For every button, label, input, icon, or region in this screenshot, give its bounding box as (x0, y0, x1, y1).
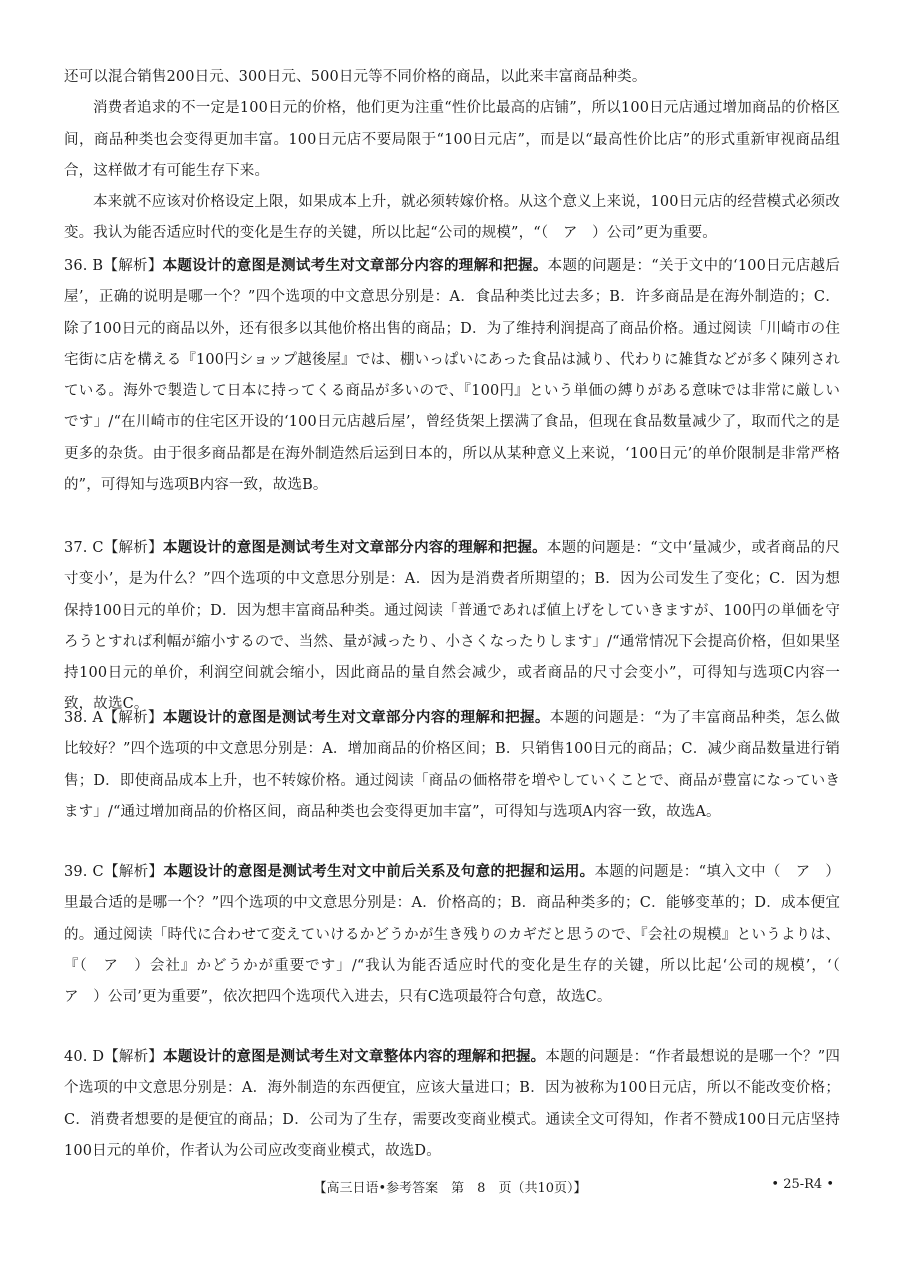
passage-excerpt (64, 62, 840, 250)
answer-label: 39. C【解析】 (64, 864, 164, 880)
footer-code: • 25-R4 • (771, 1177, 834, 1192)
answer-label: 36. B【解析】 (64, 258, 163, 274)
explanation-lead: 本题设计的意图是测试考生对文章整体内容的理解和把握。 (163, 1048, 546, 1065)
explanation-body: 本题的问题是：“作者最想说的是哪一个？”四个选项的中文意思分别是：A．海外制造的东西便宜，应该大量进口；B．因为被称为100日元店，所以不能改变价格；C．消费者想要的是便宜的商品；D．公司为了生存，需要改变商业模式。通读全文可得知，作者不赞成100日元店坚持100日元的单价，作者认为公司应改变商业模式，故选D。 (64, 1049, 840, 1159)
answer-label: 40. D【解析】 (64, 1049, 163, 1065)
answer-label: 38. A【解析】 (64, 710, 163, 726)
passage-paragraph-3: 本来就不应该对价格设定上限，如果成本上升，就必须转嫁价格。从这个意义上来说，100日元店的经营模式必须改变。我认为能否适应时代的变化是生存的关键，所以比起“公司的规模”，“（ ア ）公司”更为重要。 (64, 194, 840, 242)
passage-paragraph-1: 还可以混合销售200日元、300日元、500日元等不同价格的商品，以此来丰富商品种类。 (64, 69, 647, 85)
explanation-lead: 本题设计的意图是测试考生对文章部分内容的理解和把握。 (162, 257, 548, 274)
answer-explanation-37 (64, 532, 840, 721)
explanation-lead: 本题设计的意图是测试考生对文章部分内容的理解和把握。 (162, 539, 547, 556)
passage-paragraph-2: 消费者追求的不一定是100日元的价格，他们更为注重“性价比最高的店铺”，所以100日元店通过增加商品的价格区间，商品种类也会变得更加丰富。100日元店不要局限于“100日元店”，而是以“最高性价比店”的形式重新审视商品组合，这样做才有可能生存下来。 (64, 100, 840, 179)
explanation-body: 本题的问题是：“为了丰富商品种类，怎么做比较好？”四个选项的中文意思分别是：A．增加商品的价格区间；B．只销售100日元的商品；C．减少商品数量进行销售；D．即使商品成本上升，也不转嫁价格。通过阅读「商品の価格帯を増やしていくことで、商品が豊富になっていきます」/“通过增加商品的价格区间，商品种类也会变得更加丰富”，可得知与选项A内容一致，故选A。 (64, 710, 840, 820)
answer-explanation-40 (64, 1041, 840, 1167)
answer-explanation-38 (64, 702, 840, 828)
footer-page-info: 【高三日语•参考答案 第 8 页（共10页）】 (313, 1181, 587, 1196)
explanation-body: 本题的问题是：“填入文中（ ア ）里最合适的是哪一个？”四个选项的中文意思分别是：A．价格高的；B．商品种类多的；C．能够变革的；D．成本便宜的。通过阅读「時代に合わせて変えていけるかどうかが生き残りのカギだと思うので、『会社の規模』というよりは、『（ ア ）会社』かどうかが重要です」/“我认为能否适应时代的变化是生存的关键，所以比起‘公司的规模’，‘（ ア ）公司’更为重要”，依次把四个选项代入进去，只有C选项最符合句意，故选C。 (64, 864, 855, 1006)
explanation-body: 本题的问题是：“关于文中的‘100日元店越后屋’，正确的说明是哪一个？”四个选项的中文意思分别是：A．食品种类比过去多；B．许多商品是在海外制造的；C．除了100日元的商品以外，还有很多以其他价格出售的商品；D．为了维持利润提高了商品价格。通过阅读「川崎市の住宅街に店を構える『100円ショップ越後屋』では、棚いっぱいにあった食品は減り、代わりに雑貨などが多く陳列されている。海外で製造して日本に持ってくる商品が多いので、『100円』という単価の縛りがある意味では非常に厳しいです」/“在川崎市的住宅区开设的‘100日元店越后屋’，曾经货架上摆满了食品，但现在食品数量减少了，取而代之的是更多的杂货。由于很多商品都是在海外制造然后运到日本的，所以从某种意义上来说，‘100日元’的单价限制是非常严格的”，可得知与选项B内容一致，故选B。 (64, 258, 840, 494)
explanation-lead: 本题设计的意图是测试考生对文中前后关系及句意的把握和运用。 (163, 863, 595, 880)
explanation-lead: 本题设计的意图是测试考生对文章部分内容的理解和把握。 (162, 709, 550, 726)
answer-explanation-39 (64, 856, 855, 1013)
answer-label: 37. C【解析】 (64, 540, 163, 556)
explanation-body: 本题的问题是：“文中‘量减少，或者商品的尺寸变小’，是为什么？”四个选项的中文意思分别是：A．因为是消费者所期望的；B．因为公司发生了变化；C．因为想保持100日元的单价；D．因为想丰富商品种类。通过阅读「普通であれば値上げをしていきますが、100円の単価を守ろうとすれば利幅が縮小するので、当然、量が減ったり、小さくなったりします」/“通常情况下会提高价格，但如果坚持100日元的单价，利润空间就会缩小，因此商品的量自然会减少，或者商品的尺寸会变小”，可得知与选项C内容一致，故选C。 (64, 540, 840, 713)
answer-explanation-36 (64, 250, 840, 501)
